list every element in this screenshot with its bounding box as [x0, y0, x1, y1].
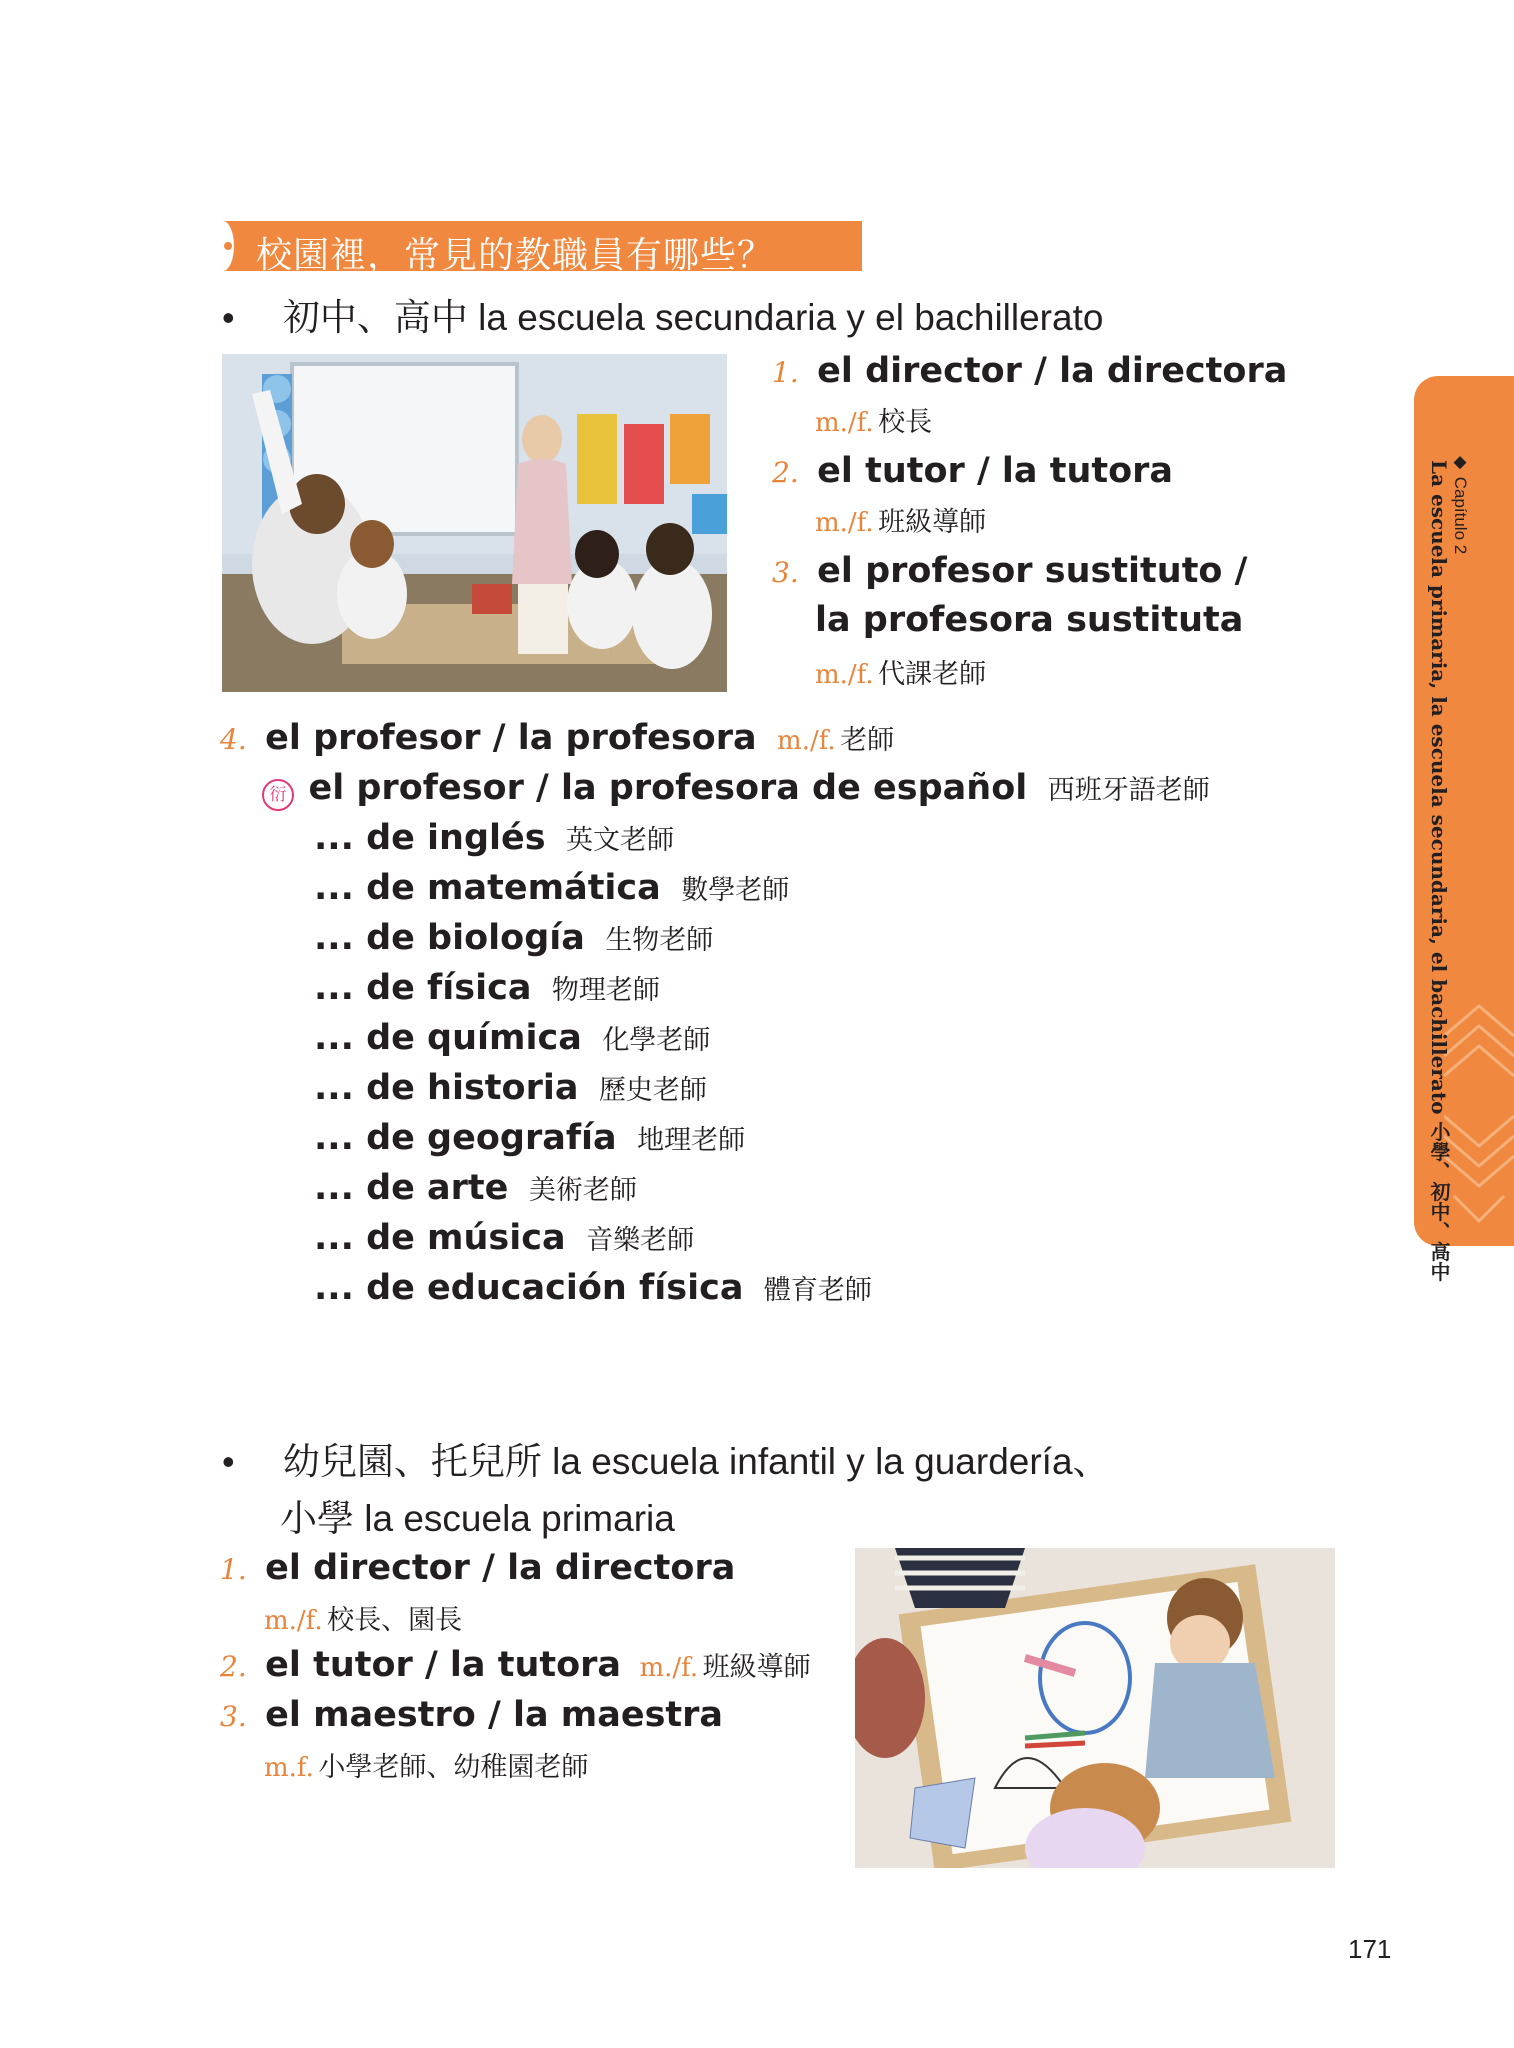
derived-entry	[262, 768, 1210, 811]
tribal-pattern-icon	[1444, 996, 1514, 1236]
term-continued: la profesora sustituta	[815, 600, 1244, 640]
gender-label: m./f.	[264, 1606, 323, 1636]
translation: 校長、園長	[327, 1605, 463, 1635]
term: ... de biología	[314, 918, 585, 958]
chapter-label: ◆ Capítulo 2	[1451, 452, 1470, 555]
translation: 老師	[840, 725, 895, 755]
translation: 體育老師	[763, 1275, 872, 1305]
term: el profesor / la profesora	[265, 718, 757, 758]
gender-label: m./f.	[815, 660, 874, 690]
term: el tutor / la tutora	[817, 451, 1174, 491]
term: ... de geografía	[314, 1118, 617, 1158]
section2-title-line2	[280, 1488, 675, 1542]
item-meaning	[815, 400, 932, 439]
item-number: 3.	[220, 1700, 247, 1733]
term: ... de historia	[314, 1068, 579, 1108]
term: el maestro / la maestra	[265, 1695, 724, 1735]
gender-label: m./f.	[639, 1653, 699, 1683]
bullet-icon: •	[222, 297, 235, 338]
gender-label: m.f.	[264, 1753, 314, 1783]
classroom-photo	[222, 354, 727, 692]
section2-title2-zh: 小學	[280, 1498, 354, 1539]
translation: 物理老師	[551, 975, 660, 1005]
list-item	[220, 1548, 735, 1588]
term: el tutor / la tutora	[265, 1645, 622, 1685]
translation: 代課老師	[878, 659, 987, 689]
section-heading-banner	[220, 221, 862, 276]
term: ... de inglés	[314, 818, 546, 858]
term: el profesor / la profesora de español	[308, 768, 1028, 808]
section1-title-es: la escuela secundaria y el bachillerato	[478, 297, 1104, 338]
list-item	[220, 1695, 723, 1735]
section2-title2-es: la escuela primaria	[364, 1498, 675, 1539]
list-item	[314, 968, 660, 1008]
list-item	[314, 1218, 694, 1258]
item-meaning	[815, 500, 986, 539]
translation: 化學老師	[602, 1025, 711, 1055]
term: el director / la directora	[265, 1548, 736, 1588]
translation: 數學老師	[681, 875, 790, 905]
translation: 西班牙語老師	[1047, 775, 1210, 805]
list-item	[314, 1168, 637, 1208]
section-heading: 校園裡，常見的教職員有哪些？	[256, 235, 775, 276]
section2-title	[222, 1431, 1110, 1485]
list-item	[314, 1018, 710, 1058]
section2-title-es: la escuela infantil y la guardería、	[552, 1441, 1110, 1482]
gender-label: m./f.	[777, 726, 836, 756]
item-number: 1.	[220, 1553, 247, 1586]
derived-icon: 衍	[262, 779, 294, 811]
item-number: 3.	[772, 556, 799, 589]
gender-label: m./f.	[815, 408, 874, 438]
list-item	[314, 1118, 745, 1158]
item-number: 1.	[772, 356, 799, 389]
section1-title-zh: 初中、高中	[282, 297, 468, 338]
term: el director / la directora	[817, 351, 1288, 391]
item-meaning	[815, 652, 986, 691]
term: ... de arte	[314, 1168, 509, 1208]
term: ... de educación física	[314, 1268, 744, 1308]
bullet-icon: •	[222, 1441, 235, 1482]
list-item	[314, 818, 674, 858]
translation: 音樂老師	[586, 1225, 695, 1255]
list-item	[220, 1645, 811, 1685]
translation: 班級導師	[878, 507, 987, 537]
translation: 英文老師	[566, 825, 675, 855]
banner-dot-icon	[224, 242, 232, 250]
chapter-title: La escuela primaria, la escuela secundaria, el bachillerato 小學、初中、高中	[1427, 460, 1451, 1282]
term: ... de química	[314, 1018, 582, 1058]
translation: 生物老師	[605, 925, 714, 955]
kids-drawing-photo	[855, 1548, 1335, 1868]
term: ... de música	[314, 1218, 566, 1258]
item-number: 4.	[220, 723, 247, 756]
translation: 歷史老師	[598, 1075, 707, 1105]
list-item	[314, 918, 713, 958]
translation: 班級導師	[702, 1652, 811, 1682]
list-item	[220, 718, 894, 758]
translation: 小學老師、幼稚園老師	[318, 1752, 589, 1782]
item-number: 2.	[772, 456, 799, 489]
term: ... de física	[314, 968, 532, 1008]
list-item	[314, 1068, 707, 1108]
translation: 地理老師	[637, 1125, 746, 1155]
gender-label: m./f.	[815, 508, 874, 538]
list-item	[314, 868, 789, 908]
list-item	[772, 351, 1287, 391]
item-meaning	[264, 1598, 462, 1637]
section1-title	[222, 287, 1103, 341]
list-item	[314, 1268, 872, 1308]
translation: 校長	[878, 407, 933, 437]
term: el profesor sustituto /	[817, 551, 1248, 591]
section2-title-zh: 幼兒園、托兒所	[282, 1441, 542, 1482]
item-meaning	[264, 1745, 588, 1784]
term: ... de matemática	[314, 868, 661, 908]
page-number: 171	[1348, 1934, 1392, 1964]
item-number: 2.	[220, 1650, 247, 1683]
list-item	[772, 451, 1173, 491]
translation: 美術老師	[528, 1175, 637, 1205]
list-item	[772, 551, 1247, 591]
